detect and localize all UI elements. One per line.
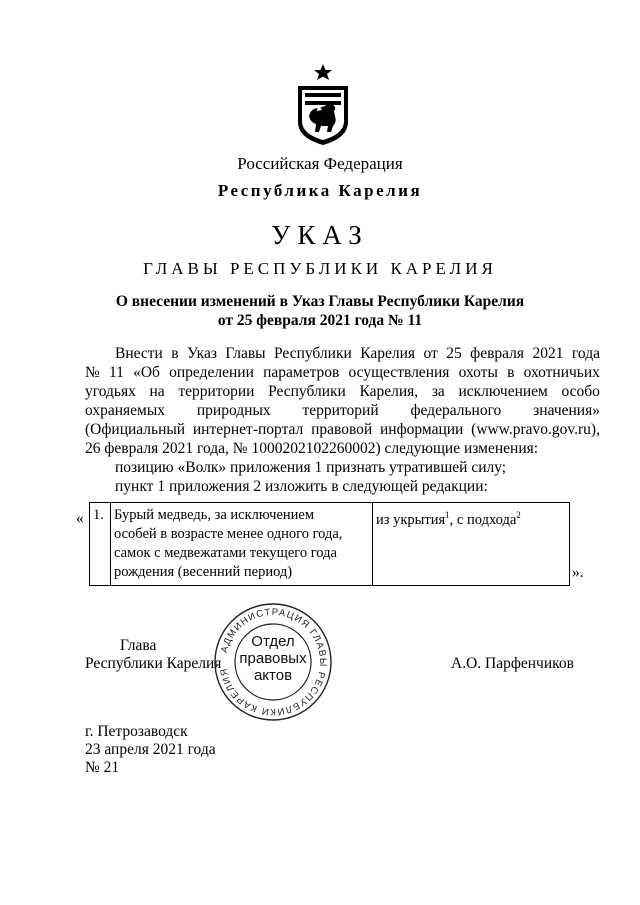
quote-close-mark: ». — [572, 564, 584, 581]
intro-line-1: Внести в Указ Главы Республики Карелия от 25 февраля 2021 года — [115, 345, 600, 362]
intro-line-2: № 11 «Об определении параметров осуществления охоты в охотничьих — [85, 364, 600, 381]
signatory-title-line-1: Глава — [120, 637, 157, 654]
hunting-method-cell: из укрытия$^1$, с подхода$^2$ — [373, 503, 570, 586]
document-type: УКАЗ — [271, 220, 369, 250]
intro-line-3: угодьях на территории Республики Карелия, за исключением особо — [85, 383, 600, 400]
intro-line-4: охраняемых природных территорий федерального значения» — [85, 402, 600, 419]
signatory-name: А.О. Парфенчиков — [451, 655, 574, 672]
row-number-cell: 1. — [90, 503, 111, 586]
stamp-ring-text: АДМИНИСТРАЦИЯ ГЛАВЫ РЕСПУБЛИКИ КАРЕЛИЯ — [218, 606, 329, 718]
federation-name: Российская Федерация — [237, 154, 403, 173]
amendment-item-1: позицию «Волк» приложения 1 признать утратившей силу; — [115, 459, 507, 476]
table-row — [90, 503, 570, 586]
quote-open-mark: « — [76, 510, 84, 527]
species-description-cell: Бурый медведь, за исключением особей в возрасте менее одного года, самок с медвежатами текущего года рождения (весенний период) — [111, 503, 373, 586]
republic-name: Республика Карелия — [217, 181, 423, 200]
amendment-table — [89, 502, 570, 586]
signatory-title-line-2: Республики Карелия — [85, 655, 222, 672]
issue-date: 23 апреля 2021 года — [85, 741, 216, 758]
decree-number: № 21 — [85, 759, 120, 776]
amendment-item-2: пункт 1 приложения 2 изложить в следующей редакции: — [115, 478, 488, 495]
document-subject-line-2: от 25 февраля 2021 года № 11 — [217, 312, 423, 329]
issue-city: г. Петрозаводск — [85, 723, 188, 740]
intro-line-5: (Официальный интернет-портал правовой информации (www.pravo.gov.ru), — [85, 421, 600, 438]
intro-line-6: 26 февраля 2021 года, № 1000202102260002) следующие изменения: — [85, 440, 539, 457]
document-subject-line-1: О внесении изменений в Указ Главы Республики Карелия — [115, 293, 525, 310]
stamp-inner-text: Отдел правовых актов — [239, 633, 307, 684]
karelia-coat-of-arms-icon — [295, 64, 351, 146]
issuer-title: ГЛАВЫ РЕСПУБЛИКИ КАРЕЛИЯ — [143, 259, 497, 278]
